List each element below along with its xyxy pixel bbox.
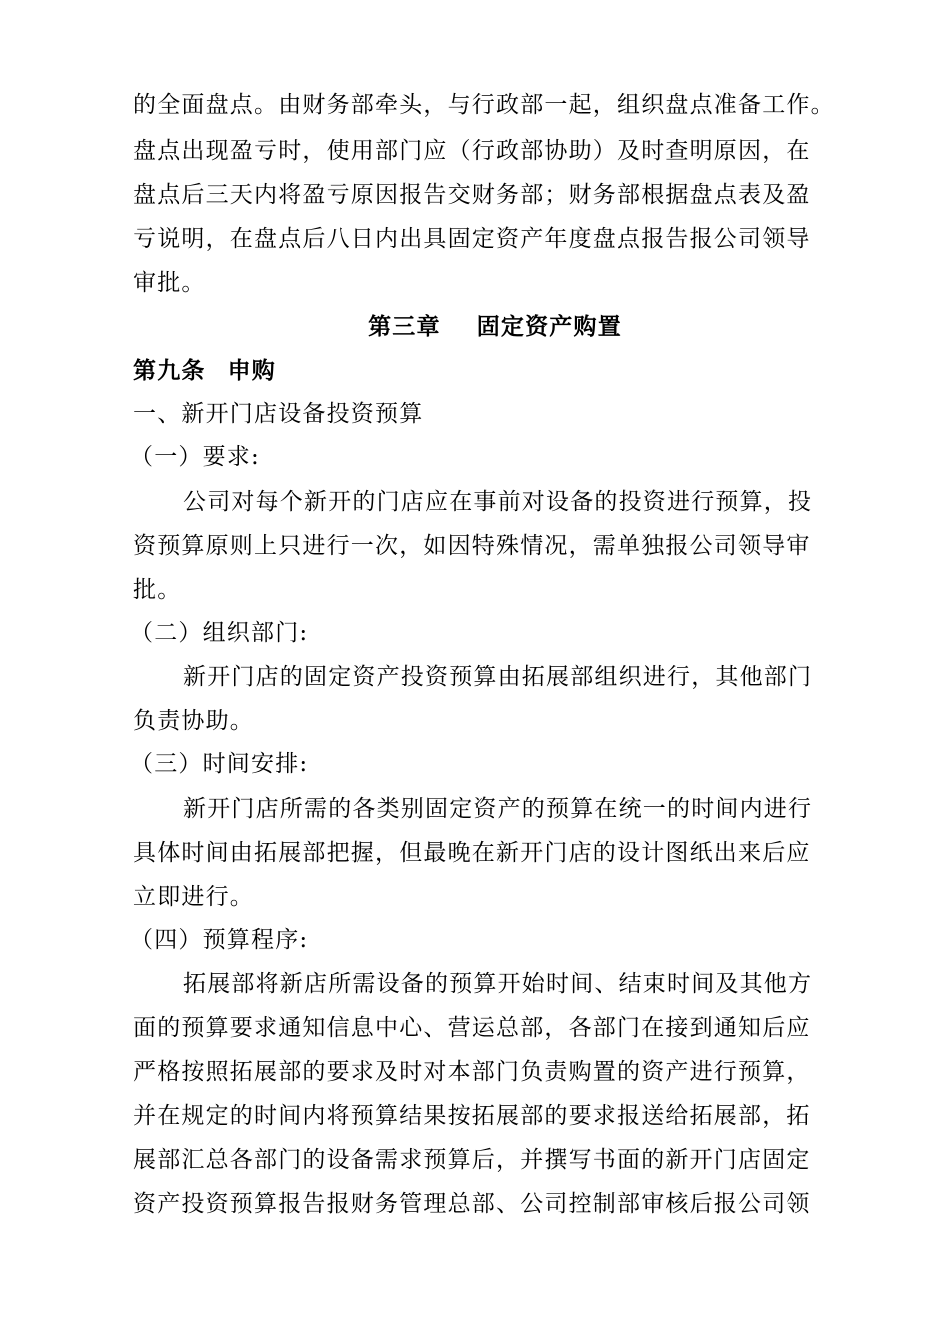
paragraph-line: 立即进行。 [133,884,254,910]
paragraph-line: 严格按照拓展部的要求及时对本部门负责购置的资产进行预算， [133,1059,811,1085]
paragraph-line: 展部汇总各部门的设备需求预算后，并撰写书面的新开门店固定 [133,1147,811,1173]
paragraph-line: 盘点出现盈亏时，使用部门应（行政部协助）及时查明原因，在 [133,138,811,164]
paragraph-line: 资预算原则上只进行一次，如因特殊情况，需单独报公司领导审 [133,533,811,559]
article-title: 申购 [227,357,277,384]
paragraph-line: 具体时间由拓展部把握，但最晚在新开门店的设计图纸出来后应 [133,840,811,866]
paragraph-line: 新开门店的固定资产投资预算由拓展部组织进行，其他部门 [183,664,813,690]
paragraph-line: 并在规定的时间内将预算结果按拓展部的要求报送给拓展部，拓 [133,1103,811,1129]
subsection-heading: （四）预算程序: [130,927,309,953]
section-title: 一、新开门店设备投资预算 [133,401,424,427]
paragraph-line: 公司对每个新开的门店应在事前对设备的投资进行预算，投 [183,489,813,515]
article-number: 第九条 [133,357,206,384]
paragraph-line: 负责协助。 [133,708,254,734]
chapter-title: 固定资产购置 [476,313,622,340]
chapter-number: 第三章 [368,313,441,340]
subsection-heading: （二）组织部门: [130,620,309,646]
paragraph-line: 批。 [133,577,182,603]
paragraph-line: 盘点后三天内将盈亏原因报告交财务部；财务部根据盘点表及盈 [133,182,811,208]
subsection-heading: （一）要求: [130,444,260,470]
paragraph-line: 的全面盘点。由财务部牵头，与行政部一起，组织盘点准备工作。 [133,92,835,118]
chapter-heading [0,312,950,342]
subsection-heading: （三）时间安排: [130,751,309,777]
article-heading [133,356,276,386]
paragraph-line: 面的预算要求通知信息中心、营运总部，各部门在接到通知后应 [133,1015,811,1041]
paragraph-line: 资产投资预算报告报财务管理总部、公司控制部审核后报公司领 [133,1191,811,1217]
paragraph-line: 亏说明，在盘点后八日内出具固定资产年度盘点报告报公司领导 [133,226,811,252]
paragraph-line: 拓展部将新店所需设备的预算开始时间、结束时间及其他方 [183,971,813,997]
paragraph-line: 审批。 [133,270,206,296]
paragraph-line: 新开门店所需的各类别固定资产的预算在统一的时间内进行 [183,796,813,822]
